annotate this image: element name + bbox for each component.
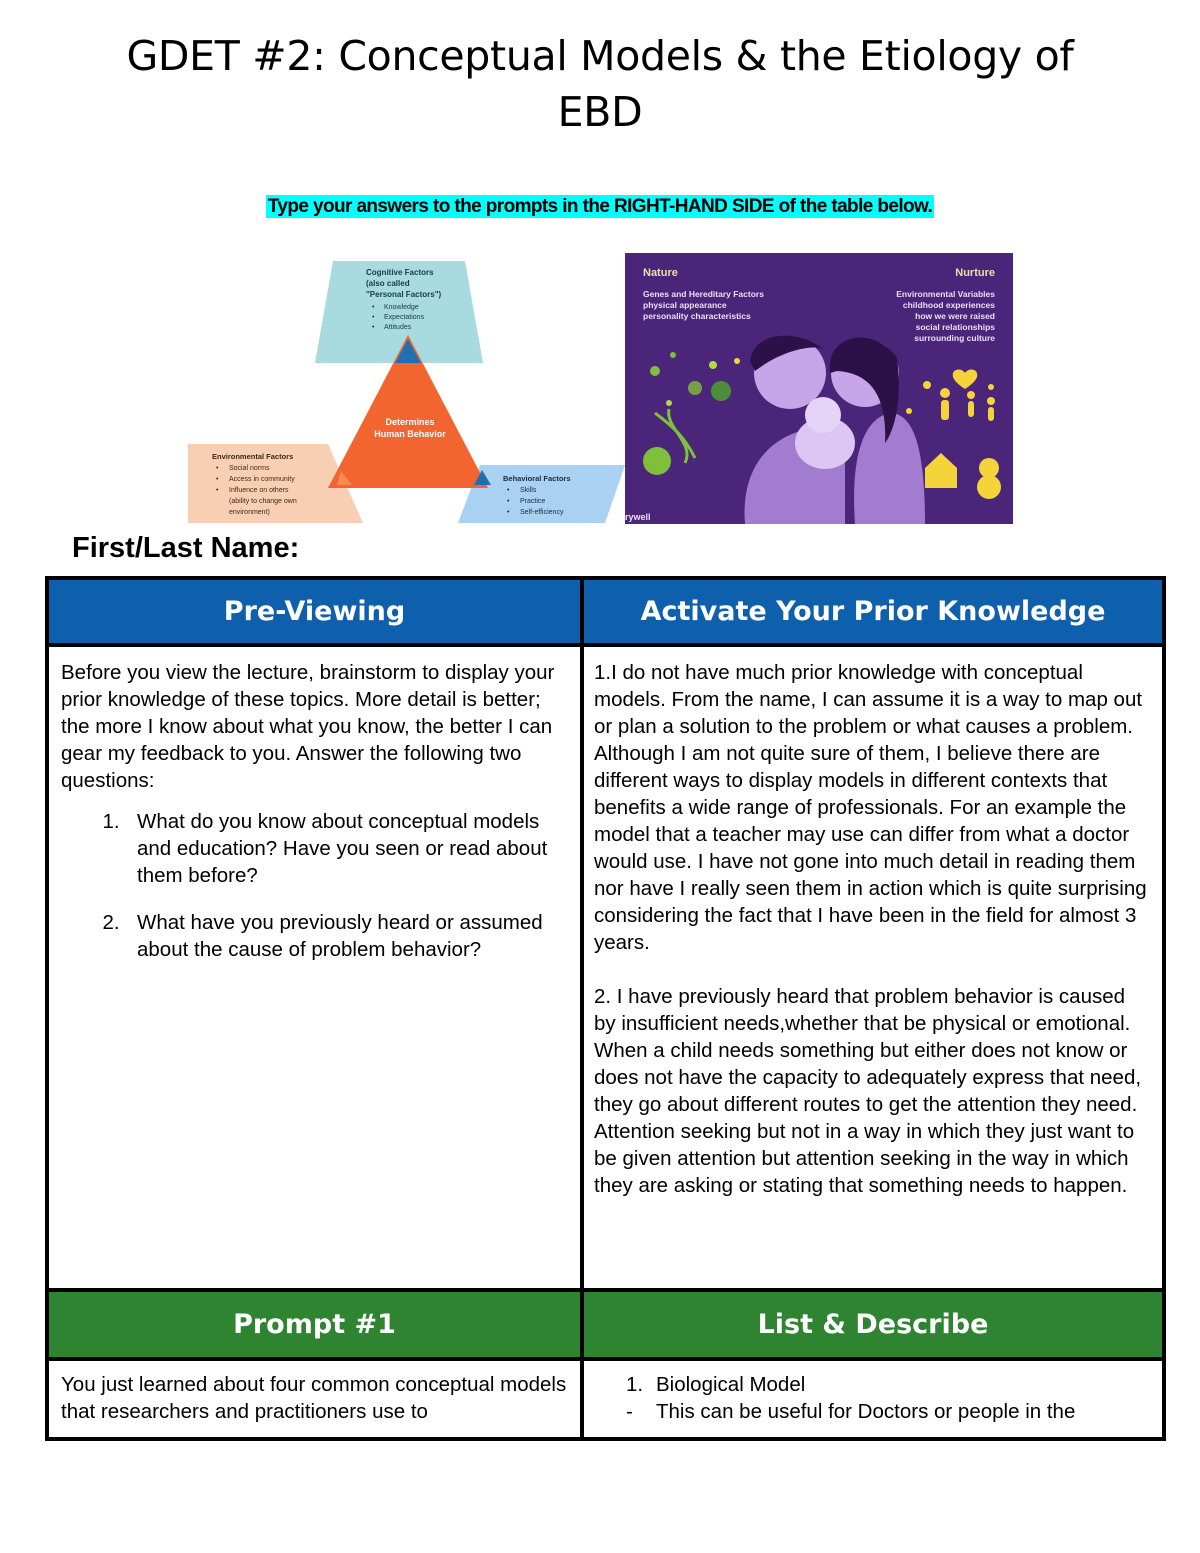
nature-line: physical appearance	[643, 300, 727, 310]
list-item-text: Biological Model	[656, 1373, 806, 1396]
nature-heading: Nature	[643, 267, 678, 279]
pre-viewing-question-1: 1. What do you know about conceptual models and education? Have you seen or read about them before?	[131, 808, 572, 889]
social-cognitive-diagram	[180, 253, 625, 525]
list-describe-header-text: List & Describe	[757, 1309, 989, 1340]
answer-2[interactable]: 2. I have previously heard that problem behavior is caused by insufficient needs,whether that be physical or emotional. When a child needs something but either does not know or does not have the capacity to adequately express that need, they go about different routes to get the attention they need. Attention seeking but not in a way in which they just want to be given attention but attention seeking in the way in which they are asking or stating that something needs to happen.	[594, 985, 1142, 1197]
nurture-line: Environmental Variables	[896, 289, 995, 299]
page-title	[60, 28, 1140, 140]
nurture-description	[896, 289, 995, 344]
nurture-heading: Nurture	[955, 267, 995, 279]
prompt-1-text: You just learned about four common conceptual models that researchers and practitioners use to	[61, 1373, 567, 1423]
environmental-bullet: •	[216, 476, 219, 483]
pre-viewing-questions	[61, 808, 572, 963]
answer-1[interactable]: 1.I do not have much prior knowledge with conceptual models. From the name, I can assume it is a way to map out or plan a solution to the problem or what causes a problem. Although I am not quite sure of them, I believe there are different ways to display models in different contexts that benefits a wide range of professionals. For an example the model that a teacher may use can differ from what a doctor would use. I have not gone into much detail in reading them nor have I really seen them in action which is quite surprising considering the fact that I have been in the field for almost 3 years.	[594, 661, 1147, 954]
nurture-line: childhood experiences	[902, 300, 995, 310]
answer-cell[interactable]	[584, 647, 1162, 1288]
environmental-title: Environmental Factors	[212, 452, 294, 461]
brand-fragment: rywell	[625, 512, 651, 522]
nature-line: Genes and Hereditary Factors	[643, 289, 764, 299]
prompt-1-header-text: Prompt #1	[233, 1309, 396, 1340]
prior-knowledge-header	[584, 580, 1162, 643]
page-title-line2: EBD	[557, 88, 643, 136]
environmental-item-5: environment)	[229, 509, 270, 516]
environmental-item-2: Access in community	[229, 476, 295, 483]
list-item[interactable]	[626, 1371, 1152, 1398]
cognitive-bullet: •	[372, 314, 375, 321]
nurture-line: social relationships	[915, 322, 995, 332]
list-sub-item-marker: -	[626, 1400, 633, 1423]
pre-viewing-header	[49, 580, 580, 643]
center-label-line1: Determines	[385, 417, 435, 427]
behavioral-item-3: Self-efficiency	[520, 509, 564, 516]
page-title-line1: GDET #2: Conceptual Models & the Etiology of	[126, 32, 1074, 80]
nurture-line: surrounding culture	[914, 333, 995, 343]
cognitive-item-3: Attitudes	[384, 324, 412, 331]
list-sub-item-text: This can be useful for Doctors or people in the	[656, 1400, 1076, 1423]
environmental-bullet: •	[216, 487, 219, 494]
behavioral-bullet: •	[507, 487, 510, 494]
prompt-table	[45, 576, 1166, 1441]
nature-nurture-illustration	[625, 253, 1013, 524]
list-sub-item[interactable]	[626, 1398, 1152, 1425]
cognitive-item-2: Expectations	[384, 314, 425, 321]
cognitive-title-line3: "Personal Factors")	[366, 290, 442, 299]
name-label: First/Last Name:	[72, 532, 300, 564]
nurture-line: how we were raised	[915, 311, 995, 321]
cognitive-bullet: •	[372, 324, 375, 331]
behavioral-item-1: Skills	[520, 487, 537, 494]
center-label-line2: Human Behavior	[374, 429, 446, 439]
prompt-1-header	[49, 1292, 580, 1357]
environmental-item-1: Social norms	[229, 465, 270, 472]
prompt-1-cell	[49, 1361, 580, 1437]
pre-viewing-intro: Before you view the lecture, brainstorm to display your prior knowledge of these topics. More detail is better; the more I know about what you know, the better I can gear my feedback to you. Answer the following two questions:	[61, 661, 555, 792]
pre-viewing-header-text: Pre-Viewing	[223, 596, 406, 627]
nature-description	[643, 289, 764, 322]
instruction-banner	[0, 196, 1200, 218]
cognitive-title-line2: (also called	[366, 279, 410, 288]
cognitive-title-line1: Cognitive Factors	[366, 268, 434, 277]
behavioral-item-2: Practice	[520, 498, 546, 505]
list-describe-header	[584, 1292, 1162, 1357]
pre-viewing-cell	[49, 647, 580, 1288]
behavioral-bullet: •	[507, 509, 510, 516]
behavioral-title: Behavioral Factors	[503, 474, 571, 483]
cognitive-item-1: Knowledge	[384, 304, 419, 311]
environmental-item-4: (ability to change own	[229, 498, 297, 505]
prior-knowledge-header-text: Activate Your Prior Knowledge	[640, 596, 1106, 627]
behavioral-bullet: •	[507, 498, 510, 505]
pre-viewing-question-2: 2. What have you previously heard or assumed about the cause of problem behavior?	[131, 909, 572, 963]
instruction-text: Type your answers to the prompts in the RIGHT-HAND SIDE of the table below.	[267, 196, 933, 217]
nature-line: personality characteristics	[643, 311, 751, 321]
environmental-bullet: •	[216, 465, 219, 472]
diagram-svg	[180, 253, 625, 525]
cognitive-bullet: •	[372, 304, 375, 311]
list-item-marker: 1.	[626, 1373, 644, 1396]
list-describe-cell[interactable]	[584, 1361, 1162, 1437]
environmental-item-3: Influence on others	[229, 487, 289, 494]
